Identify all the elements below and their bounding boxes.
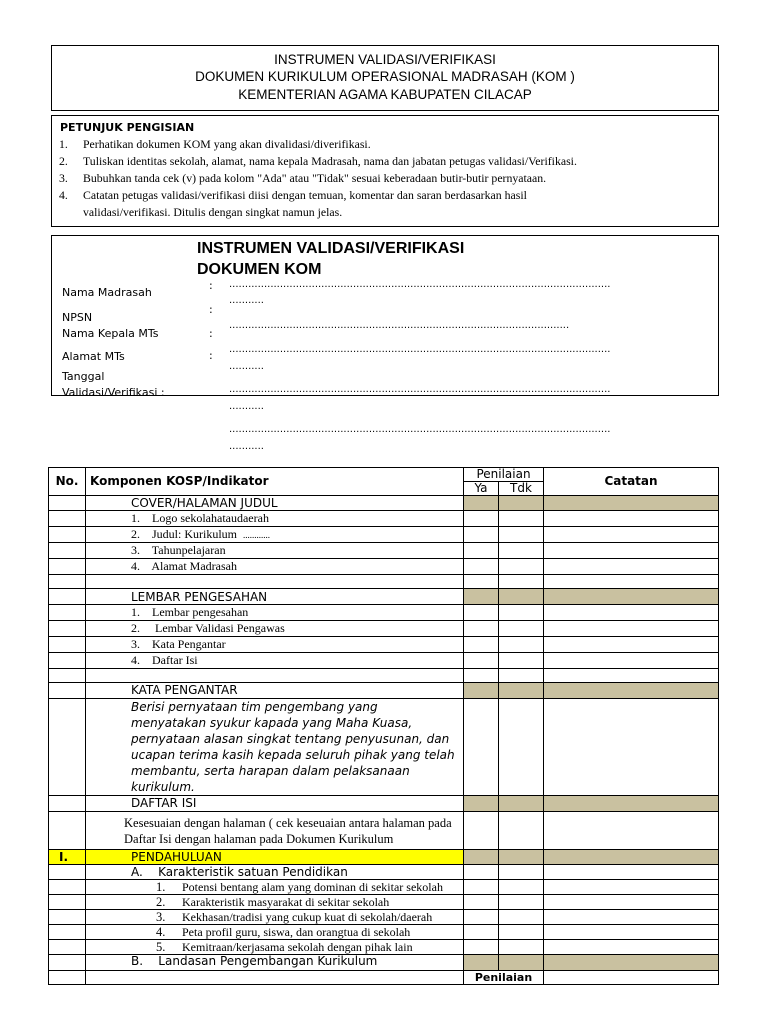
- tdk-cell[interactable]: [499, 796, 544, 812]
- identity-title-1: INSTRUMEN VALIDASI/VERIFIKASI: [197, 240, 465, 257]
- ya-cell[interactable]: [464, 527, 499, 543]
- tanggal-field[interactable]: ........................................................................................................................: [229, 384, 611, 395]
- ya-cell[interactable]: [464, 559, 499, 575]
- catatan-cell[interactable]: [544, 543, 719, 559]
- label-tanggal: Tanggal: [62, 370, 105, 383]
- table-row: [49, 880, 719, 895]
- instruction-item: 1. Perhatikan dokumen KOM yang akan divalidasi/diverifikasi.: [59, 137, 371, 151]
- header-catatan: Catatan: [544, 468, 719, 496]
- tdk-cell[interactable]: [499, 621, 544, 637]
- alamat-field[interactable]: ........................................................................................................................: [229, 344, 611, 355]
- instructions-box: [51, 115, 719, 227]
- table-row: [49, 699, 719, 796]
- table-row: [49, 527, 719, 543]
- table-row: [49, 971, 719, 985]
- table-row: [49, 543, 719, 559]
- ya-cell[interactable]: [464, 699, 499, 796]
- table-row: [49, 796, 719, 812]
- title-line-2: DOKUMEN KURIKULUM OPERASIONAL MADRASAH (KOM ): [195, 69, 575, 84]
- table-row: [49, 559, 719, 575]
- table-row: [49, 910, 719, 925]
- header-ya: Ya: [464, 482, 499, 496]
- tdk-cell[interactable]: [499, 589, 544, 605]
- tdk-cell[interactable]: [499, 543, 544, 559]
- table-row: [49, 812, 719, 850]
- daftar-isi-desc: Kesesuaian dengan halaman ( cek keseuaian antara halaman pada Daftar Isi dengan halaman pada Dokumen Kurikulum: [86, 812, 464, 850]
- ya-cell[interactable]: [464, 653, 499, 669]
- section-pendahuluan: PENDAHULUAN: [86, 850, 464, 865]
- header-komponen: Komponen KOSP/Indikator: [86, 468, 464, 496]
- pendahuluan-item: 5. Kemitraan/kerjasama sekolah dengan pihak lain: [86, 940, 464, 955]
- tdk-cell[interactable]: [499, 559, 544, 575]
- catatan-cell[interactable]: [544, 496, 719, 511]
- tdk-cell[interactable]: [499, 511, 544, 527]
- section-cover: COVER/HALAMAN JUDUL: [86, 496, 464, 511]
- subsection-a: A. Karakteristik satuan Pendidikan: [86, 865, 464, 880]
- tanggal-field-cont[interactable]: ...........: [229, 401, 264, 412]
- catatan-cell[interactable]: [544, 895, 719, 910]
- table-row: [49, 850, 719, 865]
- instruction-item: 4. Catatan petugas validasi/verifikasi diisi dengan temuan, komentar dan saran berdasarkan hasil: [59, 188, 527, 202]
- catatan-cell[interactable]: [544, 653, 719, 669]
- section-number: I.: [49, 850, 86, 865]
- catatan-cell[interactable]: [544, 621, 719, 637]
- instruction-item: 2. Tuliskan identitas sekolah, alamat, nama kepala Madrasah, nama dan jabatan petugas validasi/Verifikasi.: [59, 154, 577, 168]
- header-tdk: Tdk: [499, 482, 544, 496]
- catatan-cell[interactable]: [544, 527, 719, 543]
- alamat-field-cont[interactable]: ...........: [229, 361, 264, 372]
- title-line-1: INSTRUMEN VALIDASI/VERIFIKASI: [274, 52, 496, 67]
- table-row: [49, 621, 719, 637]
- ya-cell[interactable]: [464, 812, 499, 850]
- pendahuluan-item: 4. Peta profil guru, siswa, dan orangtua di sekolah: [86, 925, 464, 940]
- section-daftar-isi: DAFTAR ISI: [86, 796, 464, 812]
- nama-madrasah-field-cont[interactable]: ...........: [229, 295, 264, 306]
- label-nama-kepala: Nama Kepala MTs: [62, 327, 159, 340]
- lembar-item: 2. Lembar Validasi Pengawas: [86, 621, 464, 637]
- catatan-cell[interactable]: [544, 910, 719, 925]
- catatan-cell[interactable]: [544, 850, 719, 865]
- section-kata-pengantar: KATA PENGANTAR: [86, 683, 464, 699]
- table-row: [49, 940, 719, 955]
- catatan-cell[interactable]: [544, 955, 719, 971]
- kata-pengantar-desc: Berisi pernyataan tim pengembang yang menyatakan syukur kapada yang Maha Kuasa, pernyataan alasan singkat tentang penyusunan, dan ucapan terima kasih kepada seluruh pihak yang telah membantu, serta harapan dalam pelaksanaan kurikulum.: [86, 699, 464, 796]
- tdk-cell[interactable]: [499, 496, 544, 511]
- table-row: [49, 511, 719, 527]
- cover-item: 4. Alamat Madrasah: [86, 559, 464, 575]
- tdk-cell[interactable]: [499, 683, 544, 699]
- catatan-cell[interactable]: [544, 605, 719, 621]
- catatan-cell[interactable]: [544, 511, 719, 527]
- npsn-field[interactable]: ...........................................................................................................: [229, 320, 570, 331]
- catatan-cell[interactable]: [544, 865, 719, 880]
- ya-cell[interactable]: [464, 683, 499, 699]
- ya-cell[interactable]: [464, 865, 499, 880]
- instruction-item: 3. Bubuhkan tanda cek (v) pada kolom "Ada" atau "Tidak" sesuai keberadaan butir-butir pernyataan.: [59, 171, 547, 185]
- title-line-3: KEMENTERIAN AGAMA KABUPATEN CILACAP: [238, 87, 532, 102]
- identity-box: [51, 235, 719, 452]
- colon: :: [209, 279, 213, 292]
- ya-cell[interactable]: [464, 496, 499, 511]
- colon: :: [209, 349, 213, 362]
- nama-madrasah-field[interactable]: ........................................................................................................................: [229, 279, 611, 290]
- lembar-item: 4. Daftar Isi: [86, 653, 464, 669]
- table-row: [49, 605, 719, 621]
- tdk-cell[interactable]: [499, 895, 544, 910]
- catatan-cell[interactable]: [544, 925, 719, 940]
- extra-field-cont[interactable]: ...........: [229, 441, 264, 452]
- catatan-cell[interactable]: [544, 637, 719, 653]
- pendahuluan-item: 1. Potensi bentang alam yang dominan di sekitar sekolah: [86, 880, 464, 895]
- ya-cell[interactable]: [464, 621, 499, 637]
- colon: :: [209, 327, 213, 340]
- ya-cell[interactable]: [464, 543, 499, 559]
- ya-cell[interactable]: [464, 940, 499, 955]
- tdk-cell[interactable]: [499, 880, 544, 895]
- catatan-cell[interactable]: [544, 796, 719, 812]
- tdk-cell[interactable]: [499, 850, 544, 865]
- ya-cell[interactable]: [464, 850, 499, 865]
- tdk-cell[interactable]: [499, 940, 544, 955]
- header-no: No.: [49, 468, 86, 496]
- table-row: [49, 496, 719, 511]
- table-row: [49, 865, 719, 880]
- tdk-cell[interactable]: [499, 910, 544, 925]
- identity-title-2: DOKUMEN KOM: [197, 261, 322, 278]
- lembar-item: 3. Kata Pengantar: [86, 637, 464, 653]
- tdk-cell[interactable]: [499, 527, 544, 543]
- cover-item: 3. Tahunpelajaran: [86, 543, 464, 559]
- ya-cell[interactable]: [464, 895, 499, 910]
- section-lembar: LEMBAR PENGESAHAN: [86, 589, 464, 605]
- label-tanggal-validasi: Validasi/Verifikasi :: [62, 386, 165, 396]
- tdk-cell[interactable]: [499, 812, 544, 850]
- ya-cell[interactable]: [464, 955, 499, 971]
- tdk-cell[interactable]: [499, 699, 544, 796]
- ya-cell[interactable]: [464, 910, 499, 925]
- ya-cell[interactable]: [464, 605, 499, 621]
- catatan-cell[interactable]: [544, 699, 719, 796]
- table-row: [49, 955, 719, 971]
- subsection-b: B. Landasan Pengembangan Kurikulum: [86, 955, 464, 971]
- table-row-empty: [49, 669, 719, 683]
- ya-cell[interactable]: [464, 880, 499, 895]
- tdk-cell[interactable]: [499, 865, 544, 880]
- label-alamat: Alamat MTs: [62, 350, 125, 363]
- pendahuluan-item: 3. Kekhasan/tradisi yang cukup kuat di sekolah/daerah: [86, 910, 464, 925]
- table-row: [49, 683, 719, 699]
- pendahuluan-item: 2. Karakteristik masyarakat di sekitar sekolah: [86, 895, 464, 910]
- catatan-cell[interactable]: [544, 812, 719, 850]
- document-title-box: [51, 45, 719, 111]
- table-row: [49, 653, 719, 669]
- table-row: [49, 589, 719, 605]
- table-row: [49, 925, 719, 940]
- table-row: [49, 895, 719, 910]
- catatan-cell[interactable]: [544, 880, 719, 895]
- table-row-empty: [49, 575, 719, 589]
- catatan-cell[interactable]: [544, 940, 719, 955]
- cover-item: 2. Judul: Kurikulum ............: [86, 527, 464, 543]
- extra-field[interactable]: ........................................................................................................................: [229, 424, 611, 435]
- catatan-cell[interactable]: [544, 971, 719, 985]
- tdk-cell[interactable]: [499, 637, 544, 653]
- catatan-cell[interactable]: [544, 683, 719, 699]
- tdk-cell[interactable]: [499, 653, 544, 669]
- validation-table: [48, 467, 719, 985]
- colon: :: [209, 303, 213, 316]
- instructions-title: PETUNJUK PENGISIAN: [60, 121, 195, 134]
- tdk-cell[interactable]: [499, 925, 544, 940]
- tdk-cell[interactable]: [499, 955, 544, 971]
- lembar-item: 1. Lembar pengesahan: [86, 605, 464, 621]
- label-nama-madrasah: Nama Madrasah: [62, 286, 152, 299]
- ya-cell[interactable]: [464, 925, 499, 940]
- catatan-cell[interactable]: [544, 589, 719, 605]
- header-penilaian: Penilaian: [464, 468, 544, 482]
- tdk-cell[interactable]: [499, 605, 544, 621]
- label-npsn: NPSN: [62, 311, 93, 324]
- footer-penilaian: Penilaian: [464, 971, 544, 985]
- table-row: [49, 637, 719, 653]
- ya-cell[interactable]: [464, 796, 499, 812]
- instruction-item: validasi/verifikasi. Ditulis dengan singkat namun jelas.: [83, 205, 343, 219]
- catatan-cell[interactable]: [544, 559, 719, 575]
- cover-item: 1. Logo sekolahataudaerah: [86, 511, 464, 527]
- ya-cell[interactable]: [464, 589, 499, 605]
- ya-cell[interactable]: [464, 637, 499, 653]
- ya-cell[interactable]: [464, 511, 499, 527]
